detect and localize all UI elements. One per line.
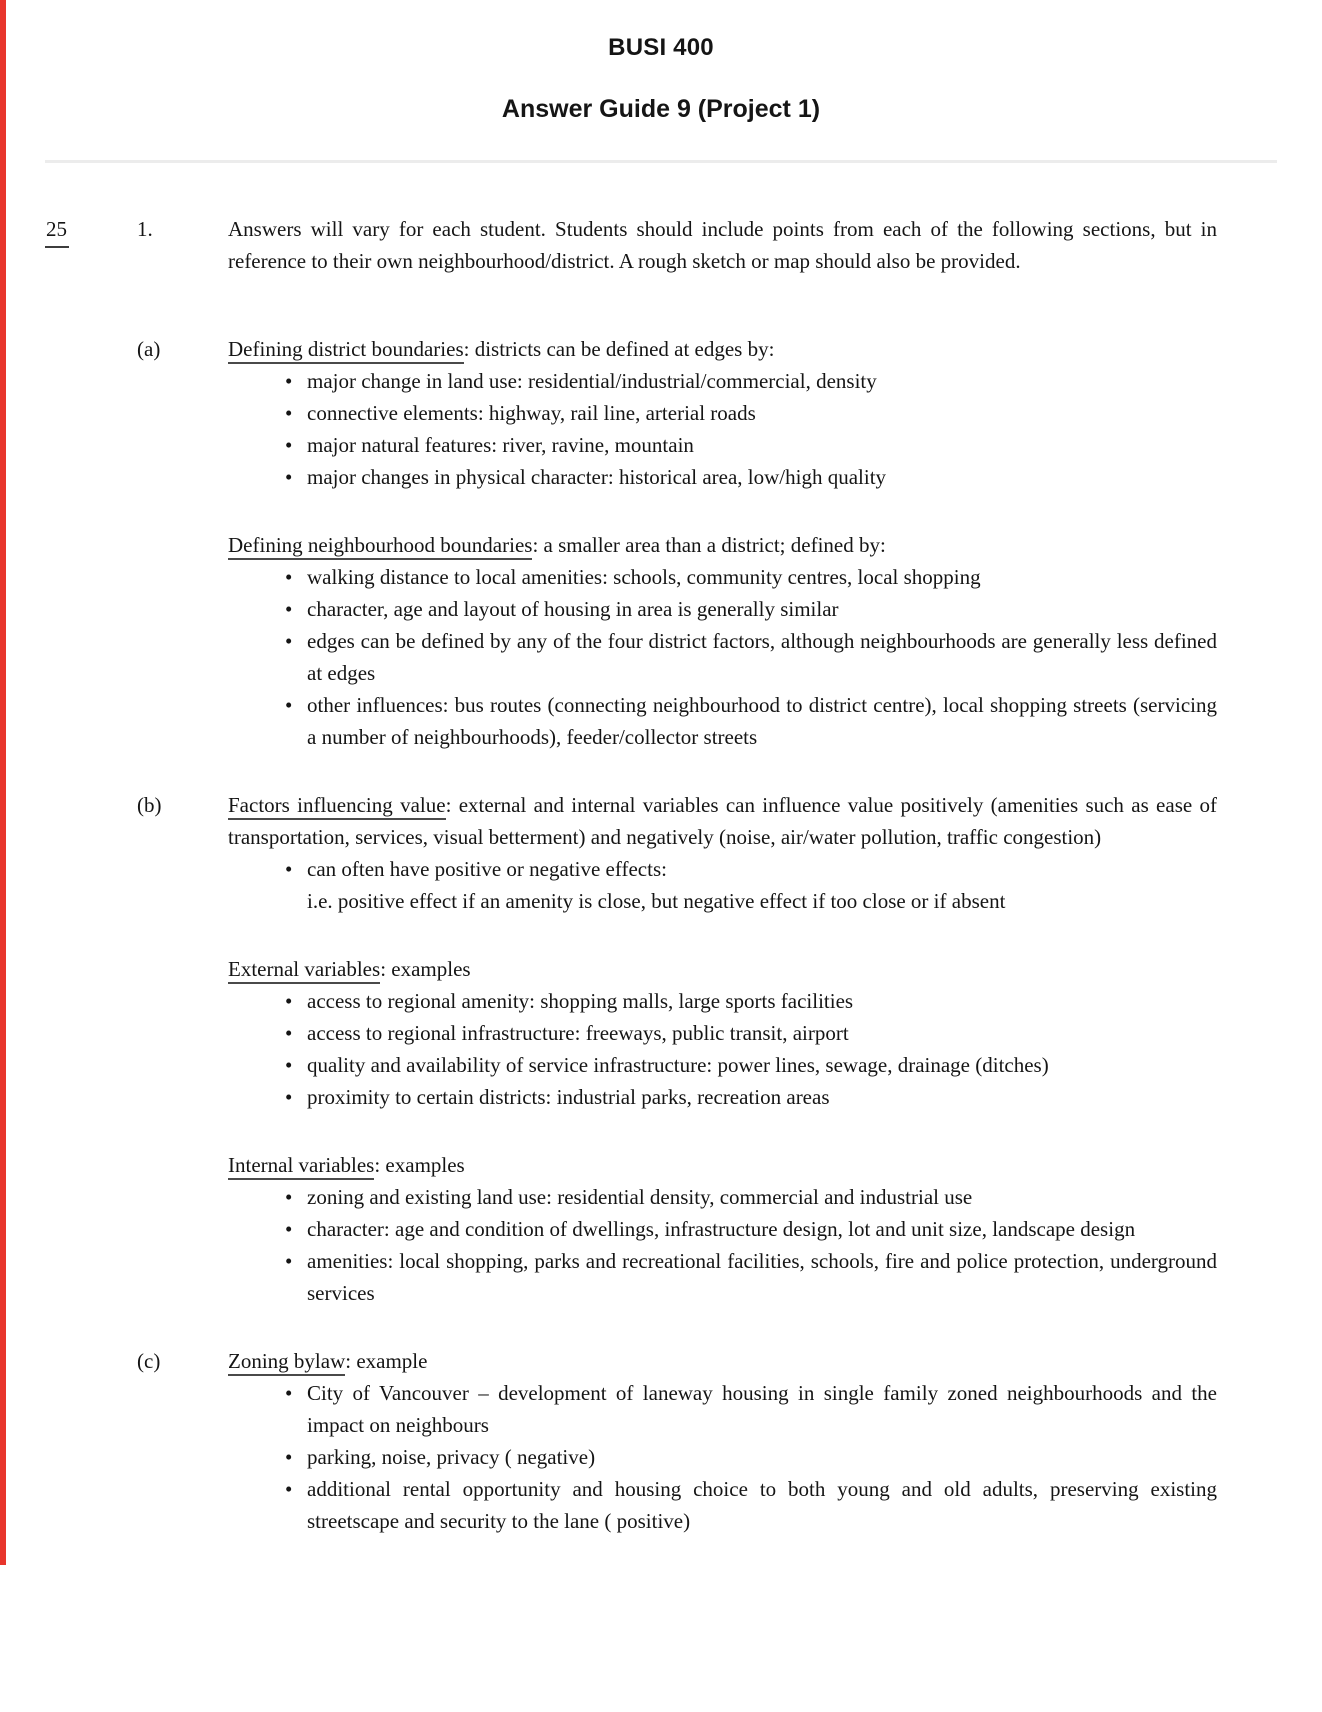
block-heading [228, 953, 1217, 985]
block-heading-underlined: External variables [228, 957, 380, 984]
block-district-boundaries [228, 333, 1217, 493]
bullet-list [228, 1377, 1217, 1537]
section-b-body [228, 789, 1217, 1309]
block-heading-rest: : examples [380, 957, 471, 981]
header-divider [45, 160, 1277, 163]
bullet-list [228, 1181, 1217, 1309]
section-c-body [228, 1345, 1217, 1537]
block-heading-rest: : example [345, 1349, 428, 1373]
block-heading-rest: : a smaller area than a district; defined by: [532, 533, 886, 557]
question-intro-paragraph: Answers will vary for each student. Students should include points from each of the following sections, but in reference to their own neighbourhood/district. A rough sketch or map should also be provided. [228, 217, 1217, 273]
document-header [0, 0, 1322, 124]
block-zoning-bylaw [228, 1345, 1217, 1537]
block-heading-rest: : districts can be defined at edges by: [463, 337, 775, 361]
block-external-variables [228, 953, 1217, 1113]
block-heading-underlined: Internal variables [228, 1153, 374, 1180]
bullet-item: • City of Vancouver – development of laneway housing in single family zoned neighbourhoods and the impact on neighbours [228, 1377, 1217, 1441]
block-heading [228, 789, 1217, 853]
question-1-row [45, 213, 1217, 277]
block-heading-underlined: Defining district boundaries [228, 337, 464, 364]
block-factors-influencing-value [228, 789, 1217, 917]
block-heading-rest: : external and internal variables can influence value positively (amenities such as ease of transportation, services, visual betterment) and negatively (noise, air/water pollution, traffic congestion) [228, 793, 1217, 849]
section-c-label: (c) [137, 1349, 161, 1373]
bullet-item: • proximity to certain districts: industrial parks, recreation areas [228, 1081, 1217, 1113]
bullet-item: • can often have positive or negative effects: [228, 853, 1217, 885]
document-body [0, 213, 1322, 1537]
block-internal-variables [228, 1149, 1217, 1309]
bullet-item: • character: age and condition of dwellings, infrastructure design, lot and unit size, landscape design [228, 1213, 1217, 1245]
bullet-list [228, 985, 1217, 1113]
bullet-list [228, 561, 1217, 753]
bullet-item: • additional rental opportunity and housing choice to both young and old adults, preserving existing streetscape and security to the lane ( positive) [228, 1473, 1217, 1537]
bullet-item: • major changes in physical character: historical area, low/high quality [228, 461, 1217, 493]
section-a-label: (a) [137, 337, 161, 361]
bullet-list [228, 853, 1217, 885]
block-heading-underlined: Zoning bylaw [228, 1349, 345, 1376]
marks-value: 25 [45, 213, 69, 248]
question-number: 1. [137, 217, 153, 241]
block-heading [228, 529, 1217, 561]
section-b-label: (b) [137, 793, 162, 817]
bullet-item: • connective elements: highway, rail line, arterial roads [228, 397, 1217, 429]
bullet-item: • parking, noise, privacy ( negative) [228, 1441, 1217, 1473]
bullet-item: • edges can be defined by any of the four district factors, although neighbourhoods are generally less defined at edges [228, 625, 1217, 689]
bullet-item: • amenities: local shopping, parks and recreational facilities, schools, fire and police protection, underground services [228, 1245, 1217, 1309]
bullet-item: • access to regional infrastructure: freeways, public transit, airport [228, 1017, 1217, 1049]
bullet-item: • other influences: bus routes (connecting neighbourhood to district centre), local shopping streets (servicing a number of neighbourhoods), feeder/collector streets [228, 689, 1217, 753]
block-neighbourhood-boundaries [228, 529, 1217, 753]
bullet-item: • walking distance to local amenities: schools, community centres, local shopping [228, 561, 1217, 593]
bullet-item: • access to regional amenity: shopping malls, large sports facilities [228, 985, 1217, 1017]
bullet-item: • zoning and existing land use: residential density, commercial and industrial use [228, 1181, 1217, 1213]
block-heading [228, 1345, 1217, 1377]
left-edge-strip [0, 0, 6, 1565]
bullet-item: • major change in land use: residential/industrial/commercial, density [228, 365, 1217, 397]
course-code: BUSI 400 [608, 34, 714, 61]
section-a-body [228, 333, 1217, 753]
block-heading [228, 1149, 1217, 1181]
bullet-list [228, 365, 1217, 493]
bullet-item: • character, age and layout of housing in area is generally similar [228, 593, 1217, 625]
block-heading-rest: : examples [374, 1153, 465, 1177]
section-c-row [45, 1345, 1217, 1537]
block-heading-underlined: Factors influencing value [228, 793, 446, 820]
question-body [228, 213, 1217, 277]
marks-column [45, 213, 137, 248]
section-b-row [45, 789, 1217, 1309]
bullet-continuation-note: i.e. positive effect if an amenity is close, but negative effect if too close or if absent [307, 889, 1006, 913]
block-heading-underlined: Defining neighbourhood boundaries [228, 533, 532, 560]
bullet-item: • major natural features: river, ravine, mountain [228, 429, 1217, 461]
page-title: Answer Guide 9 (Project 1) [501, 95, 821, 123]
block-heading [228, 333, 1217, 365]
section-a-row [45, 333, 1217, 753]
bullet-item: • quality and availability of service infrastructure: power lines, sewage, drainage (ditches) [228, 1049, 1217, 1081]
